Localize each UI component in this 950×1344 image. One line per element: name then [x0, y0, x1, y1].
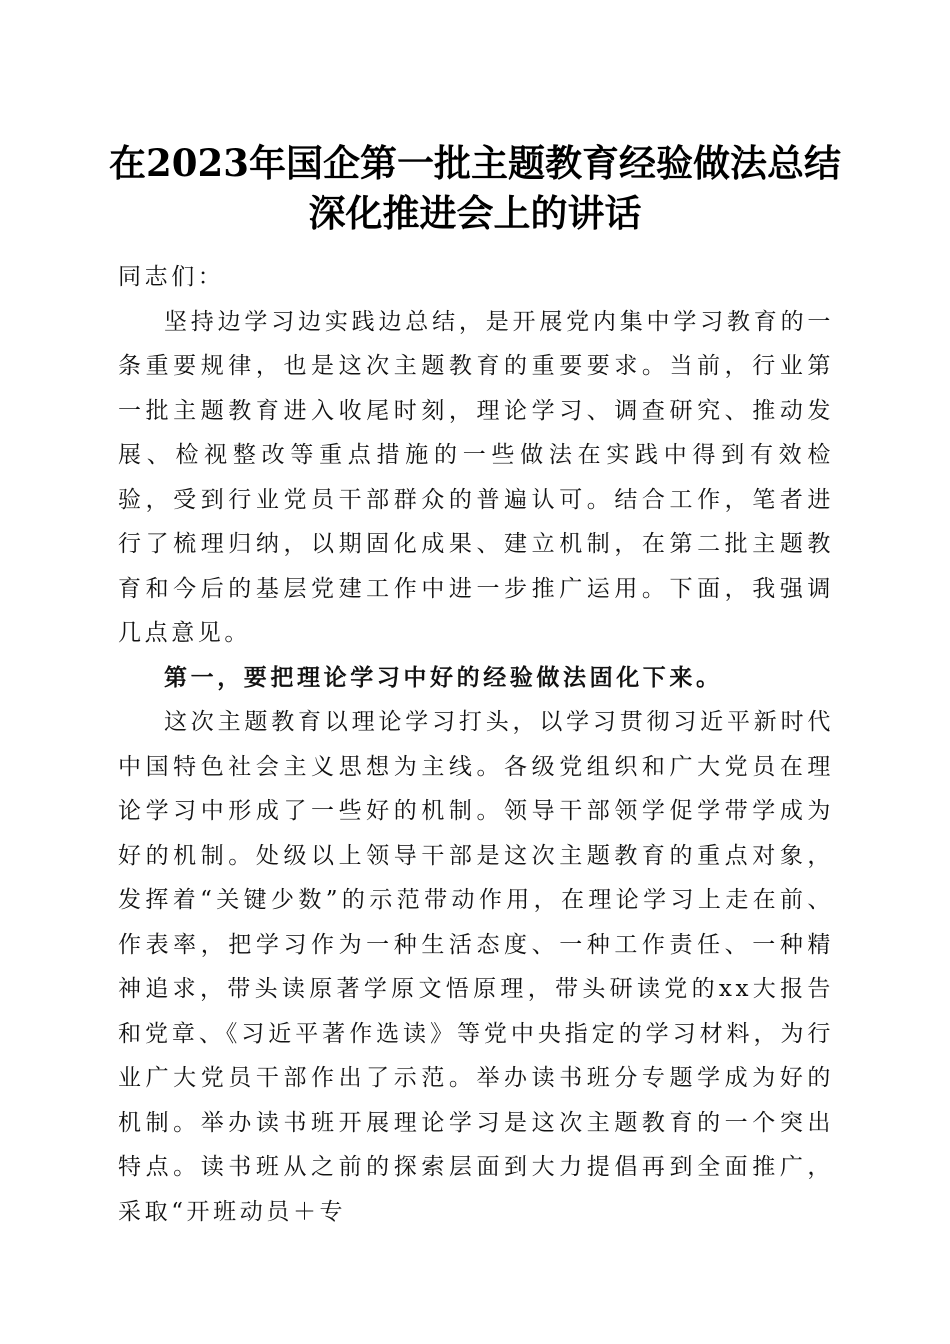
- salutation: 同志们：: [118, 264, 225, 290]
- document-title: [100, 138, 850, 238]
- section-heading-1: 第一，要把理论学习中好的经验做法固化下来。: [164, 663, 723, 691]
- paragraph-intro: 坚持边学习边实践边总结，是开展党内集中学习教育的一条重要规律，也是这次主题教育的重要要求。当前，行业第一批主题教育进入收尾时刻，理论学习、调查研究、推动发展、检视整改等重点措施的一些做法在实践中得到有效检验，受到行业党员干部群众的普遍认可。结合工作，笔者进行了梳理归纳，以期固化成果、建立机制，在第二批主题教育和今后的基层党建工作中进一步推广运用。下面，我强调几点意见。: [118, 308, 834, 646]
- title-line-2: 深化推进会上的讲话: [308, 191, 642, 235]
- paragraph-theory-study: 这次主题教育以理论学习打头，以学习贯彻习近平新时代中国特色社会主义思想为主线。各级党组织和广大党员在理论学习中形成了一些好的机制。领导干部领学促学带学成为好的机制。处级以上领导干部是这次主题教育的重点对象，发挥着“关键少数”的示范带动作用，在理论学习上走在前、作表率，把学习作为一种生活态度、一种工作责任、一种精神追求，带头读原著学原文悟原理，带头研读党的xx大报告和党章、《习近平著作选读》等党中央指定的学习材料，为行业广大党员干部作出了示范。举办读书班分专题学成为好的机制。举办读书班开展理论学习是这次主题教育的一个突出特点。读书班从之前的探索层面到大力提倡再到全面推广，采取“开班动员＋专: [118, 709, 834, 1225]
- title-line-1: 在2023年国企第一批主题教育经验做法总结: [109, 141, 841, 185]
- document-body: [118, 255, 834, 1234]
